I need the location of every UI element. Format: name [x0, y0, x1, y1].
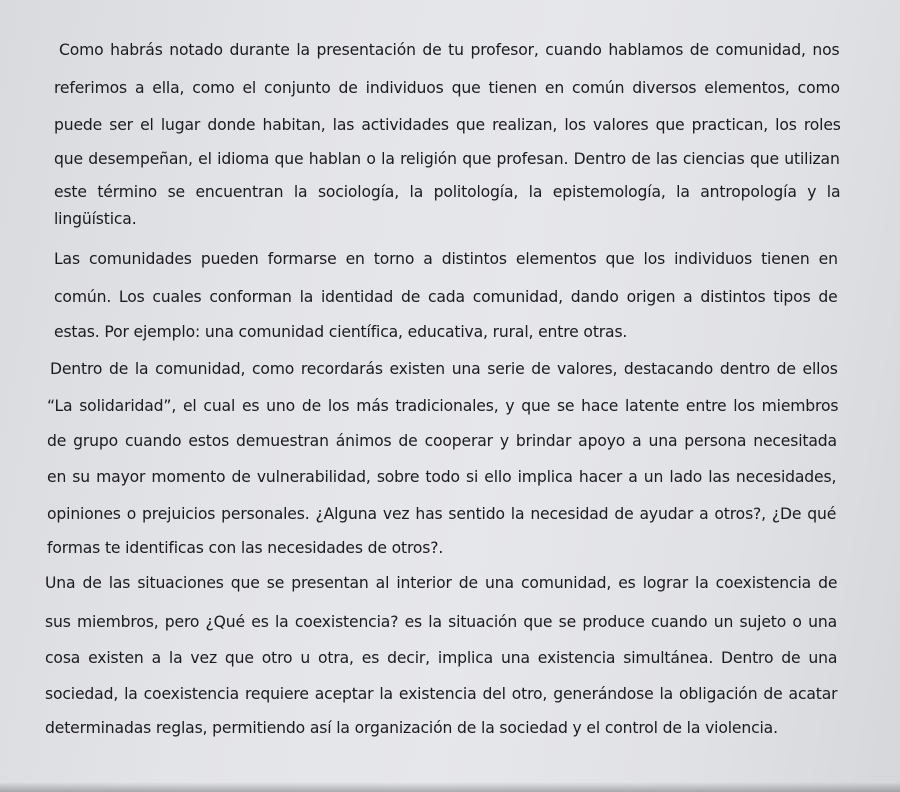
text-line: formas te identificas con las necesidades de otros?. — [47, 539, 444, 557]
text-line: este término se encuentran la sociología, la politología, la epistemología, la antropología y la — [54, 183, 841, 201]
text-line: Dentro de la comunidad, como recordarás existen una serie de valores, destacando dentro de ellos — [50, 360, 838, 378]
text-line: “La solidaridad”, el cual es uno de los más tradicionales, y que se hace latente entre los miembros — [47, 397, 839, 415]
text-line: estas. Por ejemplo: una comunidad científica, educativa, rural, entre otras. — [54, 323, 628, 341]
text-line: sociedad, la coexistencia requiere aceptar la existencia del otro, generándose la obligación de acatar — [45, 685, 838, 703]
text-line: cosa existen a la vez que otro u otra, es decir, implica una existencia simultánea. Dentro de una — [45, 649, 838, 667]
text-line: puede ser el lugar donde habitan, las actividades que realizan, los valores que practican, los roles — [54, 116, 841, 134]
text-line: Una de las situaciones que se presentan al interior de una comunidad, es lograr la coexistencia de — [45, 574, 838, 592]
text-line: sus miembros, pero ¿Qué es la coexistencia? es la situación que se produce cuando un sujeto o una — [45, 613, 837, 631]
text-line: lingüística. — [54, 210, 137, 228]
paper-bottom-shadow — [0, 782, 900, 792]
text-line: referimos a ella, como el conjunto de individuos que tienen en común diversos elementos, como — [54, 79, 840, 97]
text-line: Las comunidades pueden formarse en torno a distintos elementos que los individuos tienen en — [54, 250, 838, 268]
text-line: que desempeñan, el idioma que hablan o la religión que profesan. Dentro de las ciencias que utilizan — [54, 150, 840, 168]
text-line: de grupo cuando estos demuestran ánimos de cooperar y brindar apoyo a una persona necesitada — [47, 432, 837, 450]
text-line: común. Los cuales conforman la identidad de cada comunidad, dando origen a distintos tipos de — [54, 288, 838, 306]
text-line: determinadas reglas, permitiendo así la organización de la sociedad y el control de la violencia. — [45, 719, 778, 737]
text-line: Como habrás notado durante la presentación de tu profesor, cuando hablamos de comunidad, nos — [59, 41, 840, 59]
text-line: en su mayor momento de vulnerabilidad, sobre todo si ello implica hacer a un lado las necesidades, — [47, 468, 837, 486]
text-line: opiniones o prejuicios personales. ¿Alguna vez has sentido la necesidad de ayudar a otros?, ¿De qué — [47, 505, 837, 523]
